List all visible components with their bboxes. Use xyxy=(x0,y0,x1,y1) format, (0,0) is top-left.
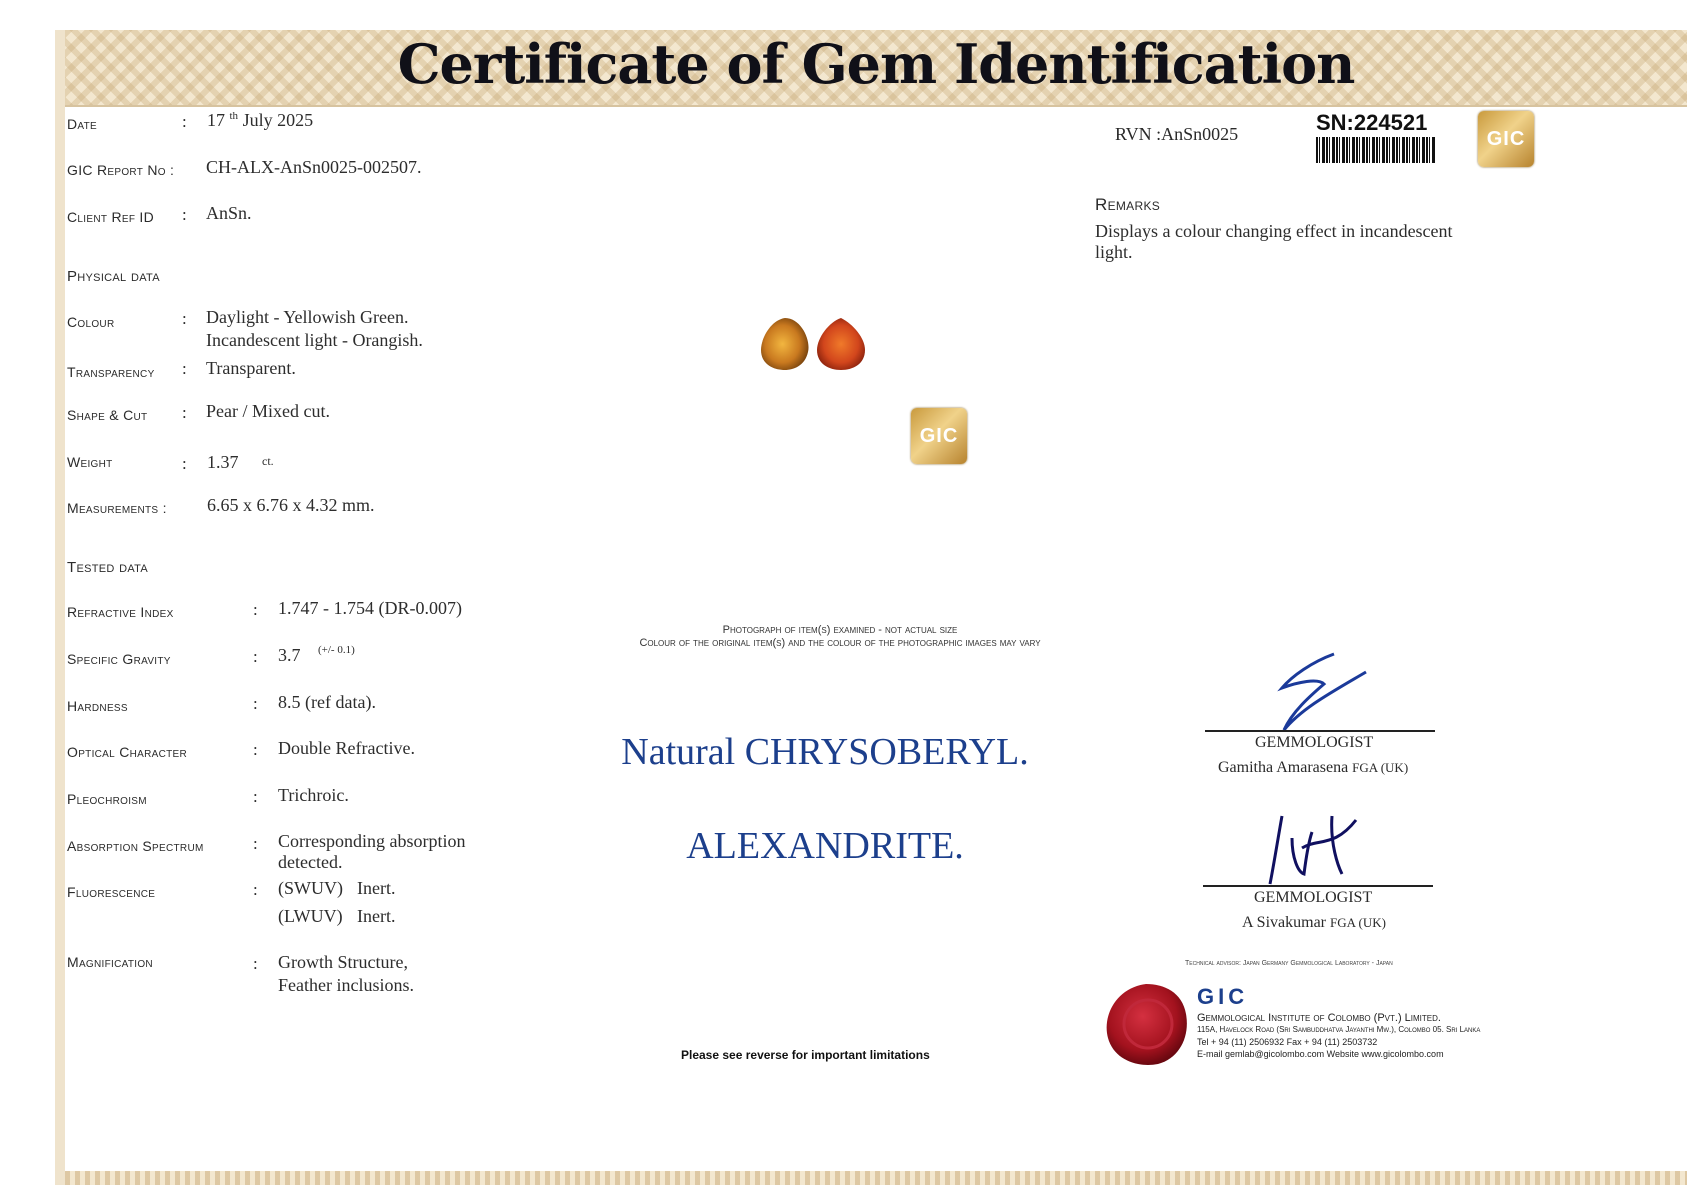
fluor-lw: (LWUV) xyxy=(278,906,343,926)
identification-line2: ALEXANDRITE. xyxy=(686,825,964,867)
hardness-value: 8.5 (ref data). xyxy=(278,692,376,712)
colon: : xyxy=(182,454,187,473)
colon: : xyxy=(182,112,187,131)
gemmologist-role-1: GEMMOLOGIST xyxy=(1255,734,1374,751)
colon: : xyxy=(253,954,258,973)
optical-label: Optical Character xyxy=(67,744,188,760)
signature-1 xyxy=(1262,648,1382,734)
report-no-value: CH-ALX-AnSn0025-002507. xyxy=(206,157,422,177)
shape-label: Shape & Cut xyxy=(67,407,148,423)
gem-photo xyxy=(755,312,875,376)
client-ref-label: Client Ref ID xyxy=(67,209,155,225)
wax-seal xyxy=(1102,980,1190,1068)
institute-email: E-mail gemlab@gicolombo.com Website www.gicolombo.com xyxy=(1197,1049,1444,1059)
signature-line-1 xyxy=(1205,730,1435,732)
transparency-value: Transparent. xyxy=(206,358,296,378)
measurements-value: 6.65 x 6.76 x 4.32 mm. xyxy=(207,495,375,515)
magnification-line1: Growth Structure, xyxy=(278,952,408,972)
colour-label: Colour xyxy=(67,314,115,330)
colour-line1: Daylight - Yellowish Green. xyxy=(206,307,409,327)
technical-advisor: Technical advisor: Japan Germany Gemmological Laboratory - Japan xyxy=(1185,960,1393,967)
colon: : xyxy=(182,205,187,224)
optical-value: Double Refractive. xyxy=(278,738,415,758)
gemmologist-role-2: GEMMOLOGIST xyxy=(1254,889,1373,906)
gic-top-badge: GIC xyxy=(1478,111,1534,167)
title-banner xyxy=(65,30,1687,107)
gemmologist-name-1-text: Gamitha Amarasena xyxy=(1218,759,1349,776)
magnification-label: Magnification xyxy=(67,954,153,970)
hardness-label: Hardness xyxy=(67,698,128,714)
absorption-line2: detected. xyxy=(278,852,343,872)
fluor-lw-value: Inert. xyxy=(357,906,396,926)
gemmologist-cred-2: FGA (UK) xyxy=(1330,915,1386,930)
serial-number: SN:224521 xyxy=(1316,110,1428,135)
gic-hologram-badge: GIC xyxy=(911,408,967,464)
certificate-title: Certificate of Gem Identification xyxy=(397,32,1355,96)
date-day: 17 xyxy=(207,110,225,130)
pleochroism-label: Pleochroism xyxy=(67,791,147,807)
magnification-line2: Feather inclusions. xyxy=(278,975,414,995)
fluor-sw-value: Inert. xyxy=(357,878,396,898)
remarks-heading: Remarks xyxy=(1095,195,1161,214)
fluor-sw: (SWUV) xyxy=(278,878,343,898)
client-ref-value: AnSn. xyxy=(206,203,252,223)
gemmologist-name-2-text: A Sivakumar xyxy=(1242,914,1326,931)
date-rest: July 2025 xyxy=(242,110,314,130)
limitations-note: Please see reverse for important limitations xyxy=(681,1048,930,1062)
colon: : xyxy=(253,787,258,806)
colon: : xyxy=(253,600,258,619)
gemmologist-name-2 xyxy=(1242,914,1386,932)
physical-data-heading: Physical data xyxy=(67,268,160,285)
fluorescence-label: Fluorescence xyxy=(67,884,156,900)
measurements-label-text: Measurements xyxy=(67,500,159,516)
gem-incandescent xyxy=(817,318,865,370)
transparency-label: Transparency xyxy=(67,364,155,380)
bottom-border xyxy=(65,1171,1687,1185)
date-value xyxy=(207,110,313,131)
barcode xyxy=(1316,137,1436,163)
sg-label: Specific Gravity xyxy=(67,651,171,667)
colon: : xyxy=(182,309,187,328)
measurements-label: Measurements : xyxy=(67,500,167,516)
sg-tolerance: (+/- 0.1) xyxy=(318,644,355,656)
tested-data-heading: Tested data xyxy=(67,559,149,576)
colon: : xyxy=(253,834,258,853)
date-label: Date xyxy=(67,116,98,132)
photo-note-line2: Colour of the original item(s) and the colour of the photographic images may vary xyxy=(639,637,1041,649)
identification-line1: Natural CHRYSOBERYL. xyxy=(621,731,1029,773)
colon: : xyxy=(253,647,258,666)
remarks-line2: light. xyxy=(1095,242,1133,262)
signature-line-2 xyxy=(1203,885,1433,887)
gem-daylight xyxy=(761,318,809,370)
date-suffix: th xyxy=(229,110,239,122)
remarks-line1: Displays a colour changing effect in incandescent xyxy=(1095,221,1453,241)
absorption-label: Absorption Spectrum xyxy=(67,838,204,854)
weight-value: 1.37 xyxy=(207,452,239,472)
institute-tel: Tel + 94 (11) 2506932 Fax + 94 (11) 2503732 xyxy=(1197,1037,1378,1047)
gemmologist-cred-1: FGA (UK) xyxy=(1352,760,1409,775)
colon: : xyxy=(182,403,187,422)
photo-note-line1: Photograph of item(s) examined - not actual size xyxy=(722,624,958,636)
institute-address: 115A, Havelock Road (Sri Sambuddhatva Jayanthi Mw.), Colombo 05. Sri Lanka xyxy=(1197,1025,1481,1034)
report-no-label: GIC Report No : xyxy=(67,162,175,178)
colon: : xyxy=(253,694,258,713)
sg-value: 3.7 xyxy=(278,645,301,665)
gic-logo-text: GIC xyxy=(1197,984,1249,1009)
weight-label: Weight xyxy=(67,454,113,470)
colon: : xyxy=(182,359,187,378)
pleochroism-value: Trichroic. xyxy=(278,785,349,805)
weight-unit: ct. xyxy=(262,454,274,468)
rvn-value: RVN :AnSn0025 xyxy=(1115,124,1239,144)
ri-value: 1.747 - 1.754 (DR-0.007) xyxy=(278,598,462,618)
ri-label: Refractive Index xyxy=(67,604,174,620)
shape-value: Pear / Mixed cut. xyxy=(206,401,330,421)
absorption-line1: Corresponding absorption xyxy=(278,831,466,851)
colour-line2: Incandescent light - Orangish. xyxy=(206,330,423,350)
colon: : xyxy=(253,740,258,759)
report-no-label-text: GIC Report No xyxy=(67,162,166,178)
institute-name: Gemmological Institute of Colombo (Pvt.) Limited. xyxy=(1197,1012,1441,1024)
gemmologist-name-1 xyxy=(1218,759,1408,777)
colon: : xyxy=(253,880,258,899)
signature-2 xyxy=(1262,808,1372,888)
